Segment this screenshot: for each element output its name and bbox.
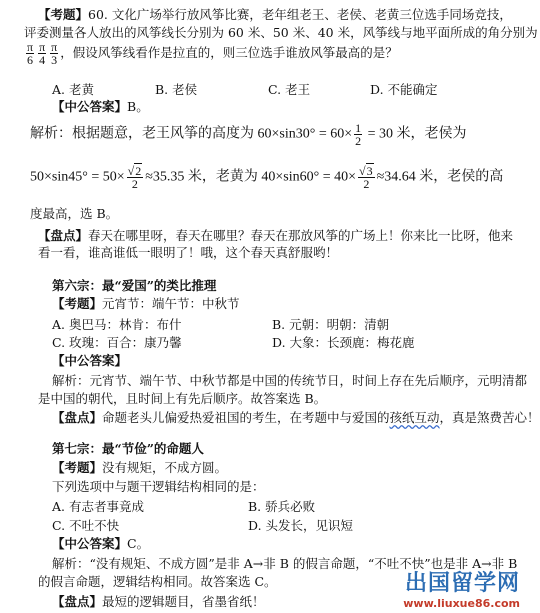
sec7-analysis-line1: 解析：“没有规矩、不成方圆”是非 A→非 B 的假言命题，“不吐不快”也是非 A→非 B <box>52 556 518 571</box>
sec7-option-b: B. 骄兵必败 <box>248 499 316 514</box>
sec7-question: 【考题】没有规矩，不成方圆。 <box>52 460 228 475</box>
q1-option-a: A. 老黄 <box>52 82 94 97</box>
fraction-pi-3: $\frac{\pi}{3}$ <box>51 40 58 67</box>
site-watermark-logo <box>403 566 520 610</box>
sec7-question-prompt: 下列选项中与题干逻辑结构相同的是： <box>52 479 265 494</box>
sec6-analysis-line1: 解析：元宵节、端午节、中秋节都是中国的传统节日，时间上存在先后顺序，元明清都 <box>52 373 528 388</box>
q1-analysis-line2: 50×sin45° = 50× $\frac{√2}{2}$ ≈35.35 米，老黄为 40×sin60° = 40× $\frac{√3}{2}$ ≈34.64 米，老侯的高 <box>30 164 504 191</box>
sec6-option-b: B. 元朝：明朝：清朝 <box>272 317 390 332</box>
sec6-option-c: C. 玫瑰：百合：康乃馨 <box>52 335 182 350</box>
fraction-sqrt3-2: $\frac{√3}{2}$ <box>359 164 373 191</box>
sec7-option-c: C. 不吐不快 <box>52 518 120 533</box>
sec7-analysis-line2: 的假言命题，逻辑结构相同。故答案选 C。 <box>38 574 277 589</box>
sec6-option-d: D. 大象：长颈鹿：梅花鹿 <box>272 335 415 350</box>
watermark-name: 出国留学网 <box>404 571 520 596</box>
q1-line3: $\frac{\pi}{6}$ $\frac{\pi}{4}$ $\frac{\pi}{3}$ ，假设风筝线看作是拉直的，则三位选手谁放风筝最高的是？ <box>27 40 398 67</box>
sec7-option-d: D. 头发长，见识短 <box>248 518 354 533</box>
fraction-pi-6: $\frac{\pi}{6}$ <box>27 40 34 67</box>
sec7-answer: 【中公答案】C。 <box>52 536 150 551</box>
sec7-option-a: A. 有志者事竟成 <box>52 499 144 514</box>
sec6-analysis-line2: 是中国的朝代，且时间上有先后顺序。故答案选 B。 <box>38 391 327 406</box>
q1-option-c: C. 老王 <box>268 82 311 97</box>
section-7-title: 第七宗：最“节俭”的命题人 <box>52 441 204 456</box>
section-6-title: 第六宗：最“爱国”的类比推理 <box>52 278 217 293</box>
fraction-sqrt2-2: $\frac{√2}{2}$ <box>127 164 142 191</box>
fraction-1-2: $\frac{1}{2}$ <box>355 121 362 148</box>
wavy-underlined-text: 孩纸互动 <box>389 410 440 425</box>
q1-answer: 【中公答案】B。 <box>52 99 149 114</box>
q1-line1: 【考题】60. 文化广场举行放风筝比赛，老年组老王、老侯、老黄三位选手同场竞技， <box>38 7 512 22</box>
question-tag: 【考题】 <box>38 7 89 22</box>
q1-summary-line1: 【盘点】春天在哪里呀，春天在哪里？春天在那放风筝的广场上！你来比一比呀，他来 <box>38 228 514 243</box>
fraction-pi-4: $\frac{\pi}{4}$ <box>39 40 46 67</box>
q1-analysis-line3: 度最高，选 B。 <box>30 206 119 221</box>
sec7-summary: 【盘点】最短的逻辑题目，省墨省纸！ <box>52 594 265 609</box>
sec6-question: 【考题】元宵节：端午节：中秋节 <box>52 296 240 311</box>
watermark-url: www.liuxue86.com <box>403 597 520 610</box>
q1-option-d: D. 不能确定 <box>370 82 438 97</box>
q1-line2: 评委测量各人放出的风筝线长分别为 60 米、50 米、40 米，风筝线与地平面所成的角分别为 <box>24 25 538 40</box>
sec6-summary: 【盘点】命题老头儿偏爱热爱祖国的考生，在考题中与爱国的孩纸互动，真是煞费苦心！ <box>52 410 540 425</box>
q1-summary-line2: 看一看，谁高谁低一眼明了！哦，这个春天真舒服哟！ <box>38 245 339 260</box>
sec6-answer: 【中公答案】 <box>52 353 128 368</box>
q1-analysis-line1: 解析：根据题意，老王风筝的高度为 60×sin30° = 60× $\frac{1}{2}$ = 30 米，老侯为 <box>30 121 467 148</box>
sec6-option-a: A. 奥巴马：林肯：布什 <box>52 317 182 332</box>
q1-option-b: B. 老侯 <box>155 82 198 97</box>
